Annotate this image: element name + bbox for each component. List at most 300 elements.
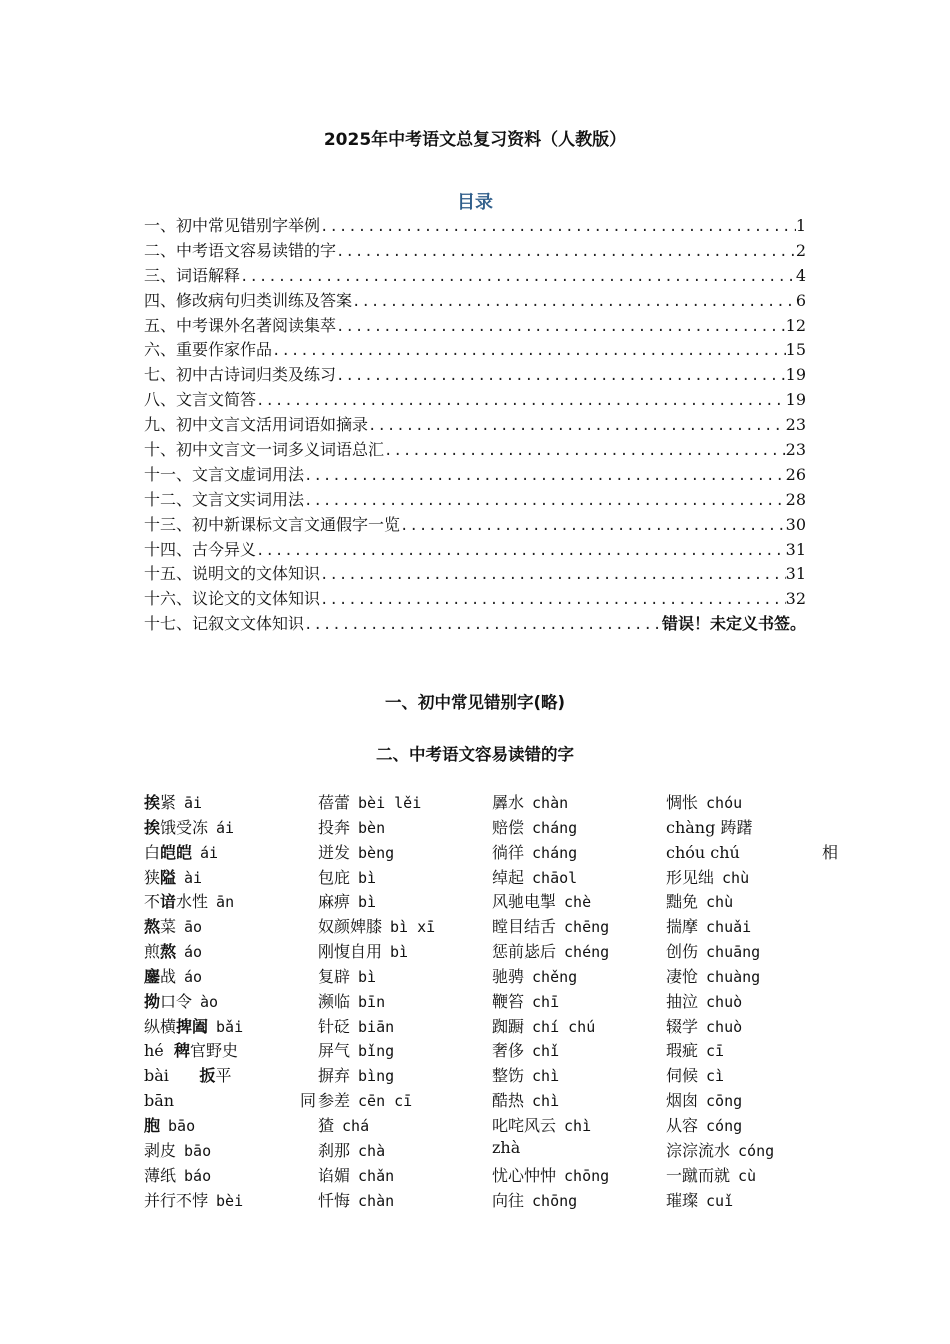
word-entry [666, 1088, 838, 1113]
word-text [318, 939, 382, 962]
word-plain: 濒临 [318, 991, 351, 1011]
word-plain: 揣摩 [666, 917, 699, 937]
word-plain: 摒弃 [318, 1066, 351, 1086]
word-entry [318, 840, 490, 865]
word-entry [666, 989, 838, 1014]
word-plain: 奢侈 [492, 1041, 525, 1061]
pinyin: āi [184, 794, 203, 812]
word-plain: 驰骋 [492, 966, 525, 986]
pinyin: bèi lěi [358, 794, 422, 812]
toc-leader-dots [384, 443, 786, 459]
pinyin: chuǎi [706, 918, 752, 937]
pinyin: bì [358, 868, 377, 887]
pinyin: bèi [216, 1191, 244, 1210]
pinyin: bǐng [358, 1042, 395, 1061]
word-plain: 剥皮 [144, 1140, 177, 1160]
word-text [492, 865, 524, 888]
word-entry [666, 1138, 838, 1163]
toc-leader-dots [336, 368, 786, 384]
word-entry [492, 989, 664, 1014]
word-plain: 刚愎自用 [318, 942, 383, 962]
pinyin: áo [184, 943, 203, 962]
word-entry [318, 1063, 490, 1088]
word-entry [318, 1088, 490, 1113]
toc-leader-dots [320, 219, 796, 235]
word-bold-char: 稗 [173, 1041, 190, 1061]
word-entry [144, 1188, 316, 1213]
word-entry [318, 790, 490, 815]
word-bold-char: 拗 [144, 991, 161, 1011]
word-entry [318, 1113, 490, 1138]
pinyin: bèn [358, 818, 386, 837]
pinyin: chàn [532, 794, 569, 812]
word-text [144, 914, 176, 937]
word-text [318, 989, 350, 1012]
toc-leader-dots [304, 468, 786, 484]
word-plain: 猹 [318, 1115, 335, 1135]
pinyin: cī [706, 1042, 725, 1061]
word-entry [318, 815, 490, 840]
word-plain: 惆怅 [666, 793, 699, 812]
word-text [318, 914, 382, 937]
pinyin: chù [706, 893, 734, 912]
toc-entry-label: 六、重要作家作品 [144, 340, 273, 360]
word-column-4 [666, 790, 838, 1212]
word-text [318, 1014, 350, 1037]
word-plain: 麻痹 [318, 892, 351, 912]
word-plain: 刹那 [318, 1140, 351, 1160]
word-text [492, 815, 524, 838]
word-plain: 狭 [144, 867, 161, 887]
word-text [666, 939, 698, 962]
word-plain: 投奔 [318, 817, 351, 837]
word-rest: 官野史 [189, 1041, 238, 1061]
word-plain: 叱咤风云 [492, 1115, 557, 1135]
toc-entry-page: 31 [785, 564, 806, 584]
toc-entry-label: 九、初中文言文活用词语如摘录 [144, 415, 369, 435]
word-text [666, 964, 698, 987]
pinyin: bì [390, 943, 409, 962]
word-entry [318, 964, 490, 989]
word-text [144, 815, 208, 838]
word-entry [666, 1038, 838, 1063]
pinyin: chí chú [532, 1017, 596, 1036]
pinyin: chà [358, 1141, 386, 1160]
word-bold-char: 皑皑 [160, 842, 193, 862]
word-bold-char: 隘 [160, 867, 177, 887]
toc-entry[interactable] [144, 537, 806, 562]
word-text [318, 1038, 350, 1061]
word-text [492, 889, 556, 912]
word-entry [666, 790, 838, 815]
word-entry [144, 1113, 316, 1138]
pinyin: chōng [564, 1166, 610, 1185]
word-plain: 淙淙流水 [666, 1140, 731, 1160]
word-text [666, 815, 752, 838]
word-plain: 瞠目结舌 [492, 917, 557, 937]
document-title: 2025年中考语文总复习资料（人教版） [323, 130, 627, 150]
word-text [318, 964, 350, 987]
toc-entry-label: 五、中考课外名著阅读集萃 [144, 315, 337, 335]
word-entry [318, 939, 490, 964]
word-entry [318, 989, 490, 1014]
toc-entry-page: 31 [785, 539, 806, 559]
word-text [492, 989, 524, 1012]
word-plain: 赔偿 [492, 817, 525, 837]
word-plain: 创伤 [666, 942, 699, 962]
word-entry [144, 914, 316, 939]
word-plain: 绰起 [492, 867, 525, 887]
word-text [666, 1063, 698, 1086]
word-entry [492, 840, 664, 865]
word-text [318, 889, 350, 912]
word-plain: 忧心忡忡 [492, 1165, 557, 1185]
word-entry [318, 1014, 490, 1039]
word-rest: 紧 [160, 793, 177, 812]
word-bold-char: 鏖 [144, 966, 161, 986]
toc-entry[interactable] [144, 238, 806, 263]
word-text [318, 790, 350, 813]
toc-entry-label: 八、文言文简答 [144, 390, 257, 410]
word-text [492, 1038, 524, 1061]
word-text [144, 1091, 174, 1110]
toc-entry-label: 十七、记叙文文体知识 [144, 614, 305, 634]
toc-leader-dots [368, 418, 786, 434]
word-text [492, 840, 524, 863]
word-entry [666, 1113, 838, 1138]
toc-entry-page: 12 [785, 315, 806, 335]
word-plain: 惩前毖后 [492, 942, 557, 962]
toc-entry-label: 七、初中古诗词归类及练习 [144, 365, 337, 385]
word-entry [144, 1088, 316, 1113]
word-entry [144, 964, 316, 989]
toc-entry-label: 十六、议论文的文体知识 [144, 589, 321, 609]
section-2-title: 二、中考语文容易读错的字 [376, 745, 574, 764]
word-text [144, 989, 192, 1012]
toc-leader-dots [400, 518, 786, 534]
word-text [666, 790, 698, 813]
pinyin: chōng [532, 1191, 578, 1210]
word-entry [144, 989, 316, 1014]
pinyin: bāo [168, 1116, 196, 1135]
pinyin: cháng [532, 818, 578, 837]
word-plain: 酷热 [492, 1091, 525, 1111]
word-plain: hé [144, 1041, 174, 1061]
pinyin: ào [200, 992, 219, 1011]
word-bold-char: 谙 [160, 892, 177, 912]
toc-leader-dots [320, 592, 786, 608]
table-of-contents [144, 213, 806, 636]
word-plain: 不 [144, 892, 161, 912]
word-text [666, 1138, 730, 1161]
pinyin: chì [564, 1116, 592, 1135]
word-text [492, 790, 524, 813]
word-text [318, 865, 350, 888]
word-text [666, 1163, 730, 1186]
word-text [144, 1163, 176, 1186]
word-plain: 向往 [492, 1190, 525, 1210]
pinyin: bì [358, 893, 377, 912]
pinyin: bǎi [216, 1017, 244, 1036]
word-rest: 饿受冻 [160, 817, 209, 837]
word-text [666, 1038, 698, 1061]
pinyin: bèng [358, 843, 395, 862]
toc-entry-label: 十五、说明文的文体知识 [144, 564, 321, 584]
pinyin: biān [358, 1017, 395, 1036]
word-plain: bài [144, 1066, 200, 1086]
pinyin: ān [216, 893, 235, 912]
word-entry [318, 889, 490, 914]
word-text [666, 843, 740, 862]
toc-leader-dots [352, 294, 796, 310]
pinyin: ái [216, 818, 235, 837]
toc-entry[interactable] [144, 586, 806, 611]
word-text [318, 1138, 350, 1161]
word-plain: 从容 [666, 1115, 699, 1135]
word-plain: 谄媚 [318, 1165, 351, 1185]
word-plain: chàng 踌躇 [666, 817, 753, 837]
pinyin: chěng [532, 967, 578, 986]
pinyin: chuò [706, 1017, 743, 1036]
word-bold-char: 胞 [144, 1115, 161, 1135]
word-text [492, 939, 556, 962]
word-plain: 辍学 [666, 1016, 699, 1036]
word-entry [318, 1188, 490, 1213]
toc-entry[interactable] [144, 462, 806, 487]
toc-entry-label: 四、修改病句归类训练及答案 [144, 290, 353, 310]
word-plain: 蓓蕾 [318, 793, 351, 812]
word-rest: 平 [215, 1066, 232, 1086]
word-plain: bān [144, 1091, 175, 1111]
word-entry [144, 1063, 316, 1088]
word-plain: 针砭 [318, 1016, 351, 1036]
word-plain: 璀璨 [666, 1190, 699, 1210]
word-plain: 黜免 [666, 892, 699, 912]
word-entry [144, 939, 316, 964]
toc-leader-dots [240, 269, 796, 285]
toc-entry-page: 19 [785, 365, 806, 385]
word-entry [144, 889, 316, 914]
word-column-2 [318, 790, 490, 1212]
toc-entry-page: 2 [795, 240, 806, 260]
word-entry [492, 889, 664, 914]
word-plain: 抽泣 [666, 991, 699, 1011]
pinyin: chuāng [706, 943, 761, 962]
pinyin: chì [532, 1092, 560, 1111]
toc-entry[interactable] [144, 561, 806, 586]
word-plain: 风驰电掣 [492, 892, 557, 912]
word-rest: 战 [160, 966, 177, 986]
section-1-title: 一、初中常见错别字(略) [384, 693, 566, 712]
word-text [492, 914, 556, 937]
word-plain: 一蹴而就 [666, 1165, 731, 1185]
word-entry [492, 815, 664, 840]
word-text [666, 914, 698, 937]
word-bold-char: 扳 [199, 1066, 216, 1086]
word-plain: 忏悔 [318, 1190, 351, 1210]
toc-leader-dots [320, 567, 786, 583]
pinyin: chǎn [358, 1166, 395, 1185]
word-text [492, 1138, 520, 1157]
toc-entry-page: 23 [785, 415, 806, 435]
word-text [492, 1188, 524, 1211]
toc-leader-dots [336, 244, 796, 260]
word-text [666, 865, 714, 888]
word-tail: 相 [821, 842, 838, 862]
word-entry [318, 865, 490, 890]
pinyin: chì [532, 1067, 560, 1086]
word-entry [318, 914, 490, 939]
word-rest: 菜 [160, 917, 177, 937]
word-bold-char: 捭阖 [176, 1016, 209, 1036]
word-text [492, 1113, 556, 1136]
word-text [318, 1063, 350, 1086]
toc-entry[interactable] [144, 487, 806, 512]
word-entry [318, 1163, 490, 1188]
toc-entry-label: 十四、古今异义 [144, 539, 257, 559]
word-entry [492, 1038, 664, 1063]
toc-entry[interactable] [144, 213, 806, 238]
word-plain: 迸发 [318, 842, 351, 862]
toc-entry-label: 十二、文言文实词用法 [144, 489, 305, 509]
word-plain: 鞭笞 [492, 991, 525, 1011]
word-text [666, 989, 698, 1012]
word-text [144, 939, 176, 962]
word-plain: 包庇 [318, 867, 351, 887]
word-plain: chóu chú [666, 842, 740, 862]
word-rest: 口令 [160, 991, 193, 1011]
word-text [144, 1138, 176, 1161]
toc-entry-label: 二、中考语文容易读错的字 [144, 240, 337, 260]
toc-leader-dots [304, 493, 786, 509]
word-text [666, 889, 698, 912]
word-entry [144, 790, 316, 815]
toc-leader-dots [304, 617, 662, 633]
word-text [144, 790, 176, 813]
word-entry [144, 1138, 316, 1163]
word-text [144, 1038, 238, 1061]
word-text [492, 1163, 556, 1186]
word-entry [144, 865, 316, 890]
toc-entry-page: 23 [785, 440, 806, 460]
word-entry [666, 889, 838, 914]
word-list [144, 790, 844, 1220]
pinyin: cóng [738, 1141, 775, 1160]
word-entry [666, 1014, 838, 1039]
word-entry [666, 1163, 838, 1188]
word-text [492, 964, 524, 987]
toc-entry-label: 三、词语解释 [144, 265, 241, 285]
word-entry [144, 1038, 316, 1063]
word-text [144, 1063, 231, 1086]
toc-entry[interactable] [144, 611, 806, 636]
word-entry [666, 865, 838, 890]
word-text [492, 1088, 524, 1111]
word-entry [666, 939, 838, 964]
word-plain: 并行不悖 [144, 1190, 209, 1210]
toc-entry-page: 26 [785, 464, 806, 484]
pinyin: chéng [564, 943, 610, 962]
pinyin: áo [184, 967, 203, 986]
toc-entry-page: 15 [785, 340, 806, 360]
toc-leader-dots [272, 343, 786, 359]
word-entry [492, 914, 664, 939]
word-entry [492, 1014, 664, 1039]
toc-entry[interactable] [144, 387, 806, 412]
word-plain: 奴颜婢膝 [318, 917, 383, 937]
toc-entry[interactable] [144, 512, 806, 537]
word-entry [666, 964, 838, 989]
word-text [666, 1014, 698, 1037]
toc-leader-dots [336, 319, 786, 335]
toc-entry[interactable] [144, 313, 806, 338]
toc-entry-page: 28 [785, 489, 806, 509]
word-text [144, 1014, 208, 1037]
pinyin: chè [564, 893, 592, 912]
word-plain: 形见绌 [666, 867, 715, 887]
word-entry [144, 1163, 316, 1188]
word-text [318, 815, 350, 838]
word-text [144, 865, 176, 888]
word-text [144, 1113, 160, 1136]
word-plain: 参差 [318, 1091, 351, 1111]
word-plain: 瑕疵 [666, 1041, 699, 1061]
word-bold-char: 熬 [160, 942, 177, 962]
word-entry [144, 840, 316, 865]
toc-entry[interactable] [144, 362, 806, 387]
word-text [666, 1088, 698, 1111]
word-plain: 屏气 [318, 1041, 351, 1061]
toc-entry[interactable] [144, 337, 806, 362]
pinyin: chù [722, 868, 750, 887]
toc-entry-page: 30 [785, 514, 806, 534]
pinyin: cōng [706, 1092, 743, 1111]
pinyin: cháng [532, 843, 578, 862]
word-entry [492, 939, 664, 964]
word-entry [144, 815, 316, 840]
toc-entry[interactable] [144, 263, 806, 288]
pinyin: cuǐ [706, 1191, 734, 1210]
word-text [144, 840, 192, 863]
word-text [666, 1188, 698, 1211]
word-bold-char: 挨 [144, 793, 161, 812]
toc-entry-page: 6 [795, 290, 806, 310]
pinyin: chàn [358, 1191, 395, 1210]
pinyin: chuàng [706, 967, 761, 986]
word-entry [318, 1138, 490, 1163]
pinyin: chǐ [532, 1042, 560, 1061]
word-bold-char: 挨 [144, 817, 161, 837]
toc-entry-label: 十、初中文言文一词多义词语总汇 [144, 440, 385, 460]
word-plain: 煎 [144, 942, 161, 962]
word-text [144, 889, 208, 912]
word-entry [318, 1038, 490, 1063]
toc-entry[interactable] [144, 412, 806, 437]
toc-entry-page: 1 [795, 216, 806, 235]
toc-entry[interactable] [144, 288, 806, 313]
pinyin: chēng [564, 918, 610, 937]
word-plain: 凄怆 [666, 966, 699, 986]
pinyin: chāol [532, 868, 578, 887]
toc-entry[interactable] [144, 437, 806, 462]
word-entry [492, 865, 664, 890]
word-entry [492, 790, 664, 815]
toc-entry-label: 十三、初中新课标文言文通假字一览 [144, 514, 401, 534]
pinyin: chī [532, 992, 560, 1011]
pinyin: chóu [706, 794, 743, 812]
toc-heading: 目录 [457, 192, 493, 213]
word-plain: 整饬 [492, 1066, 525, 1086]
